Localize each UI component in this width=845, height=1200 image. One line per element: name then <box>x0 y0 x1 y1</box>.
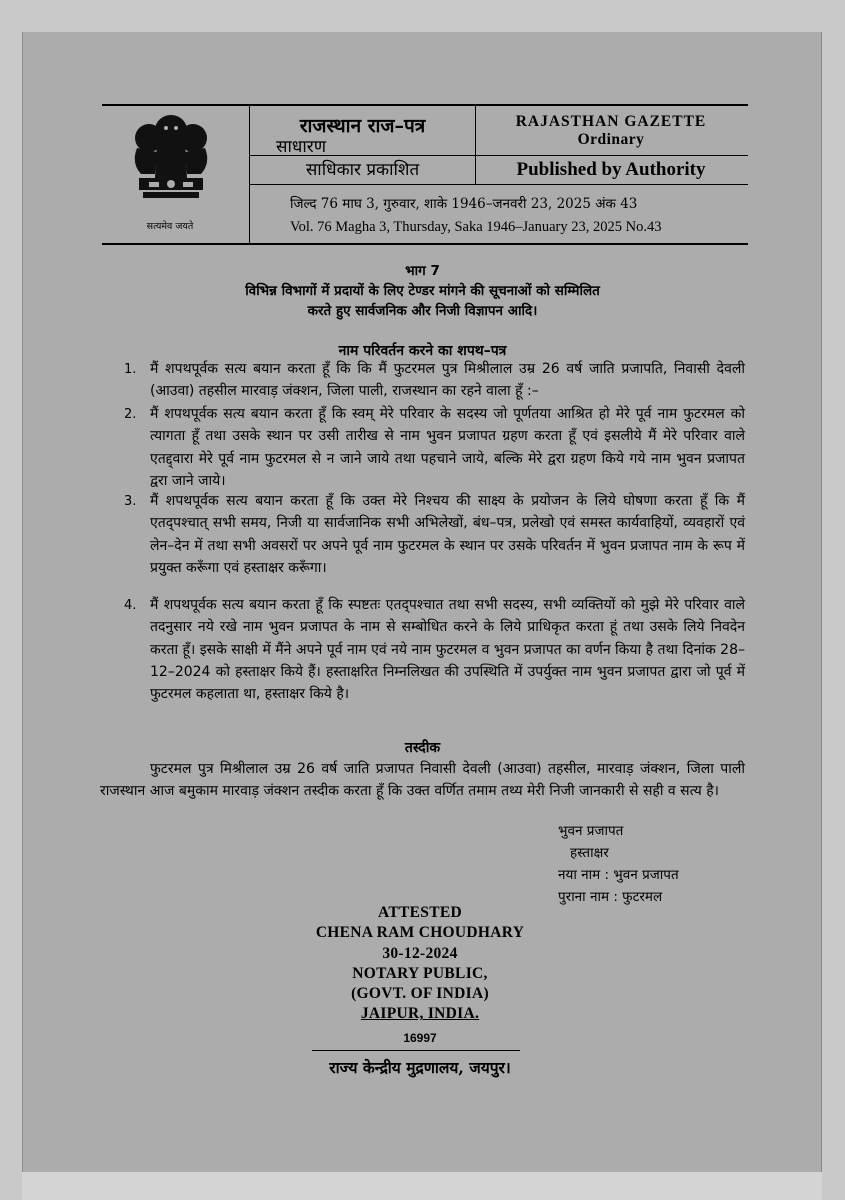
notary-title: NOTARY PUBLIC, <box>352 964 488 982</box>
english-authority-line: Published by Authority <box>516 159 706 180</box>
affidavit-item: मैं शपथपूर्वक सत्य बयान करता हूँ कि स्वम् मेरे परिवार के सदस्य जो पूर्णतया आश्रित हो मेरे पूर्व नाम फुटरमल को त्यागता हूँ तथा उसके स्थान पर उसी तारीख से नाम भुवन प्रजापत ग्रहण करता हूँ एवं इसलीये मैं मेरे परिवार वाले एतद्द्वारा मेरे पूर्व नाम फुटरमल से न जाने जाये तथा पहचाने जाये, बल्कि मेरे द्वरा ग्रहण किये गये नाम भुवन प्रजापत द्वरा जाने जाये। <box>150 406 745 489</box>
notary-place: JAIPUR, INDIA. <box>360 1005 480 1023</box>
item-number: 3. <box>124 494 137 509</box>
english-gazette-title: RAJASTHAN GAZETTE <box>515 113 707 130</box>
old-name: पुराना नाम : फुटरमल <box>558 889 663 905</box>
affidavit-heading: नाम परिवर्तन करने का शपथ–पत्र <box>338 343 507 359</box>
volume-line-hindi: जिल्द 76 माघ 3, गुरुवार, शाके 1946–जनवरी 23, 2025 अंक 43 <box>290 196 638 212</box>
volume-line-english: Vol. 76 Magha 3, Thursday, Saka 1946–January 23, 2025 No.43 <box>290 219 662 235</box>
affidavit-item: मैं शपथपूर्वक सत्य बयान करता हूँ कि स्पष्टतः एतद्पश्चात तथा सभी सदस्य, सभी व्यक्तियों को मुझे मेरे परिवार वाले तदनुसार नये रखे नाम भुवन प्रजापत के नाम से सम्बोधित करने के लिये प्राधिकृत करता हूं तथा उसके लिये निवदेन करता हूँ। इसके साक्षी में मैंने अपने पूर्व नाम एवं नये नाम फुटरमल व भुवन प्रजापत का वर्णन किया है तथा दिनांक 28–12–2024 को हस्ताक्षर किये हैं। हस्ताक्षरित निम्नलिखत की उपस्थिति में उपर्युक्त नाम भुवन प्रजापत द्वारा जो पूर्व में फुटरमल कहलाता था, हस्ताक्षर किये है। <box>150 597 745 703</box>
hindi-gazette-subtitle: साधारण <box>276 137 326 157</box>
footer-rule <box>312 1050 520 1051</box>
english-gazette-subtitle: Ordinary <box>577 131 645 148</box>
hindi-authority-line: साधिकार प्रकाशित <box>305 160 420 180</box>
attestation-date: 30-12-2024 <box>382 944 458 962</box>
header-top-rule <box>102 104 748 106</box>
item-number: 1. <box>124 362 137 377</box>
footer-number: 16997 <box>403 1031 437 1045</box>
section-title-line-2: करते हुए सार्वजनिक और निजी विज्ञापन आदि। <box>307 303 538 319</box>
affidavit-item: मैं शपथपूर्वक सत्य बयान करता हूँ कि उक्त मेरे निश्चय की साक्ष्य के प्रयोजन के लिये घोषणा करता हूँ कि मैं एतद्पश्चात् सभी समय, निजी या सार्वजानिक सभी अभिलेखों, बंध–पत्र, प्रलेखो एवं समस्त कार्यवाहियों, व्यवहारों एवं लेन–देन में तथा सभी अवसरों पर अपने पूर्व नाम फुटरमल के स्थान पर उसके परिवर्तन में भुवन प्रजापत नाम के रूप में प्रयुक्त करूँगा एवं हस्ताक्षर करूँगा। <box>150 493 745 576</box>
signature-block <box>558 820 748 908</box>
hindi-gazette-title: राजस्थान राज–पत्र <box>299 115 426 137</box>
notary-name: CHENA RAM CHOUDHARY <box>315 924 525 942</box>
affidavit-item: मैं शपथपूर्वक सत्य बयान करता हूँ कि कि मैं फुटरमल पुत्र मिश्रीलाल उम्र 26 वर्ष जाति प्रजापति, निवासी देवली (आउवा) तहसील मारवाड़ जंक्शन, जिला पाली, राजस्थान का रहने वाला हूँ :– <box>150 361 745 400</box>
item-number: 4. <box>124 598 137 613</box>
notary-govt: (GOVT. OF INDIA) <box>351 985 489 1003</box>
press-name: राज्य केन्द्रीय मुद्रणालय, जयपुर। <box>329 1058 511 1077</box>
part-number: भाग 7 <box>405 263 440 279</box>
header-lower-rule <box>250 184 748 185</box>
attested-label: ATTESTED <box>378 904 462 921</box>
verification-heading: तस्दीक <box>404 740 441 756</box>
page-bottom-margin <box>22 1172 822 1200</box>
item-number: 2. <box>124 407 137 422</box>
verification-text: फुटरमल पुत्र मिश्रीलाल उम्र 26 वर्ष जाति प्रजापत निवासी देवली (आउवा) तहसील, मारवाड़ जंक्शन, जिला पाली राजस्थान आज बमुकाम मारवाड़ जंक्शन तस्दीक करता हूँ कि उक्त वर्णित तमाम तथ्य मेरी निजी जानकारी से सही व सत्य है। <box>100 761 745 800</box>
signatory-name: भुवन प्रजापत <box>558 823 624 839</box>
signature-label: हस्ताक्षर <box>570 845 609 861</box>
section-title-line-1: विभिन्न विभागों में प्रदायों के लिए टेण्डर मांगने की सूचनाओं को सम्मिलित <box>245 283 600 299</box>
national-emblem-icon <box>111 108 231 218</box>
attestation-block <box>300 903 540 1025</box>
header-bottom-rule <box>102 243 748 245</box>
emblem-motto: सत्यमेव जयते <box>146 221 194 232</box>
new-name: नया नाम : भुवन प्रजापत <box>558 867 679 883</box>
